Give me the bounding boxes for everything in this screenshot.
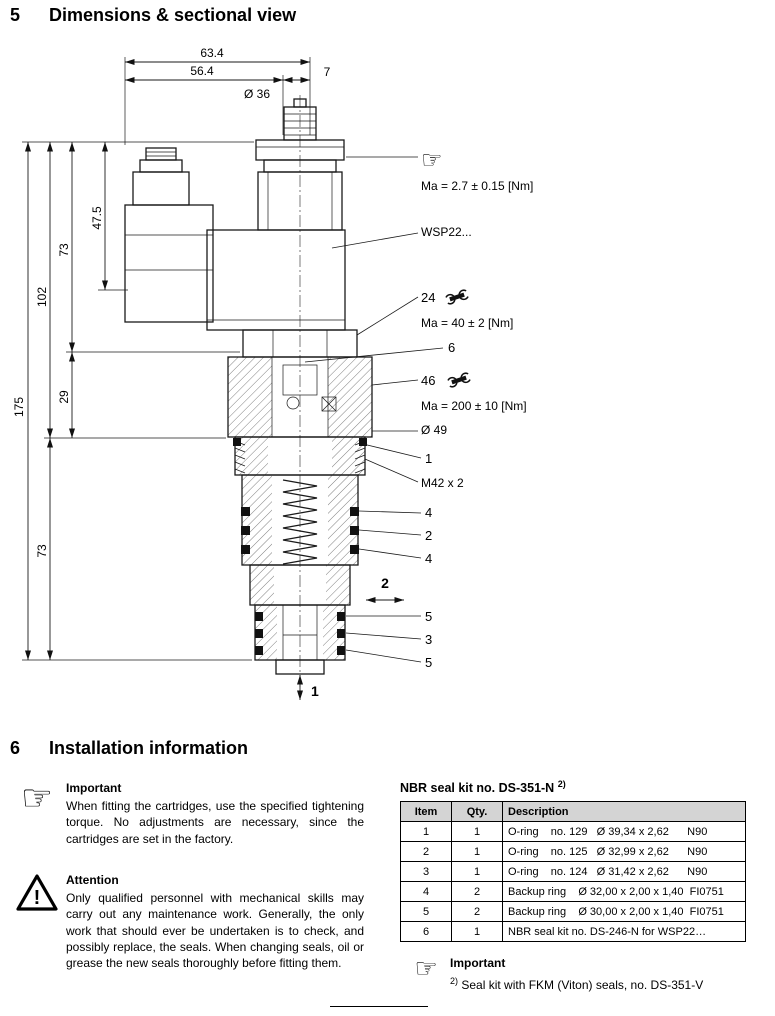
- qty-cell: 2: [452, 902, 503, 922]
- item-1-label: 1: [425, 451, 433, 466]
- qty-cell: 1: [452, 822, 503, 842]
- coil-type-label: WSP22...: [421, 225, 472, 239]
- item-2-label: 2: [425, 528, 433, 543]
- pointing-hand-icon: ☞: [414, 954, 438, 984]
- attention-note: [8, 873, 364, 972]
- qty-cell: 2: [452, 882, 503, 902]
- section-6-title: Installation information: [49, 738, 249, 758]
- dim-63-4: 63.4: [200, 46, 224, 60]
- table-row: [401, 882, 746, 902]
- attention-note-title: Attention: [66, 873, 119, 887]
- dim-47-5: 47.5: [90, 206, 104, 230]
- header-description: Description: [503, 802, 746, 822]
- seal-kit-table: [400, 801, 746, 942]
- qty-cell: 1: [452, 922, 503, 942]
- item-5a-label: 5: [425, 609, 433, 624]
- dim-175: 175: [12, 396, 26, 418]
- attention-note-text: Only qualified personnel with mechanical skills may carry out any maintenance work. Generally, the only work that should ever be undertaken is to check, and possibly replace, the seals. When changing seals, oil or grease the new seals thoroughly before fitting them.: [66, 891, 364, 971]
- warning-triangle-icon: [15, 873, 59, 913]
- description-cell: O-ring no. 124 Ø 31,42 x 2,62 N90: [503, 862, 746, 882]
- description-cell: Backup ring Ø 32,00 x 2,00 x 1,40 FI0751: [503, 882, 746, 902]
- section-6-number: 6: [10, 738, 21, 758]
- table-row: [401, 902, 746, 922]
- section-6-heading: [10, 738, 248, 759]
- section-5-title: Dimensions & sectional view: [49, 5, 297, 25]
- item-5b-label: 5: [425, 655, 433, 670]
- important-note-title: Important: [66, 781, 122, 795]
- port-2-marker: [366, 575, 404, 600]
- item-cell: 2: [401, 842, 452, 862]
- description-cell: O-ring no. 129 Ø 39,34 x 2,62 N90: [503, 822, 746, 842]
- item-cell: 3: [401, 862, 452, 882]
- section-5-heading: [10, 5, 296, 26]
- important-note-body: [66, 781, 364, 847]
- seal-kit-important-icon-wrap: [402, 956, 450, 992]
- wrench-size-46-label: 46: [421, 373, 436, 388]
- pointing-hand-icon: ☞: [421, 146, 443, 174]
- dim-dia-36: Ø 36: [243, 87, 271, 101]
- port-2-label: 2: [381, 575, 389, 591]
- dim-102: 102: [35, 286, 49, 308]
- table-row: [401, 822, 746, 842]
- torque-nut-label: Ma = 40 ± 2 [Nm]: [421, 316, 514, 330]
- wrench-46-icon: [447, 372, 470, 387]
- dim-7: 7: [323, 65, 331, 79]
- port-1-label: 1: [311, 683, 319, 699]
- thread-label: M42 x 2: [421, 476, 464, 490]
- dia-49-label: Ø 49: [421, 423, 448, 437]
- item-cell: 4: [401, 882, 452, 902]
- item-cell: 5: [401, 902, 452, 922]
- dim-56-4: 56.4: [190, 64, 214, 78]
- seal-kit-footnote-ref: 2): [557, 779, 566, 789]
- item-6-label: 6: [448, 340, 456, 355]
- seal-kit-important-body: [450, 956, 762, 992]
- wrench-size-24-label: 24: [421, 290, 436, 305]
- dim-73-lower: 73: [35, 544, 49, 558]
- torque-cap-label: Ma = 2.7 ± 0.15 [Nm]: [421, 179, 534, 193]
- pointing-hand-icon: ☞: [20, 778, 54, 819]
- dim-29: 29: [57, 390, 71, 404]
- important-note-text: When fitting the cartridges, use the specified tightening torque. No adjustments are necessary, since the cartridges are set in the factory.: [66, 799, 364, 846]
- footnote-text: Seal kit with FKM (Viton) seals, no. DS-351-V: [461, 978, 704, 992]
- item-cell: 1: [401, 822, 452, 842]
- table-row: [401, 862, 746, 882]
- wrench-24-icon: [445, 289, 468, 304]
- item-4b-label: 4: [425, 551, 433, 566]
- port-1-marker: [300, 675, 319, 700]
- seal-kit-footnote: [450, 976, 762, 992]
- attention-note-body: [66, 873, 364, 972]
- header-item: Item: [401, 802, 452, 822]
- seal-kit-important-title: Important: [450, 956, 506, 970]
- seal-kit-title-text: NBR seal kit no. DS-351-N: [400, 781, 555, 796]
- seal-kit-important-note: [402, 956, 762, 992]
- qty-cell: 1: [452, 862, 503, 882]
- description-cell: NBR seal kit no. DS-246-N for WSP22…: [503, 922, 746, 942]
- section-5-number: 5: [10, 5, 21, 25]
- warning-exclamation: !: [33, 887, 41, 909]
- attention-note-icon-wrap: [8, 873, 66, 972]
- item-4a-label: 4: [425, 505, 433, 520]
- torque-body-label: Ma = 200 ± 10 [Nm]: [421, 399, 527, 413]
- important-note: [8, 778, 364, 847]
- qty-cell: 1: [452, 842, 503, 862]
- table-row: [401, 842, 746, 862]
- dim-73-upper: 73: [57, 243, 71, 257]
- sectional-view-drawing: [0, 35, 660, 707]
- item-cell: 6: [401, 922, 452, 942]
- item-3-label: 3: [425, 632, 433, 647]
- table-header-row: [401, 802, 746, 822]
- footer-divider: [330, 1006, 428, 1007]
- table-row: [401, 922, 746, 942]
- important-note-icon-wrap: [8, 778, 66, 847]
- header-qty: Qty.: [452, 802, 503, 822]
- description-cell: Backup ring Ø 30,00 x 2,00 x 1,40 FI0751: [503, 902, 746, 922]
- description-cell: O-ring no. 125 Ø 32,99 x 2,62 N90: [503, 842, 746, 862]
- seal-kit-title: [400, 779, 566, 795]
- footnote-marker: 2): [450, 976, 459, 986]
